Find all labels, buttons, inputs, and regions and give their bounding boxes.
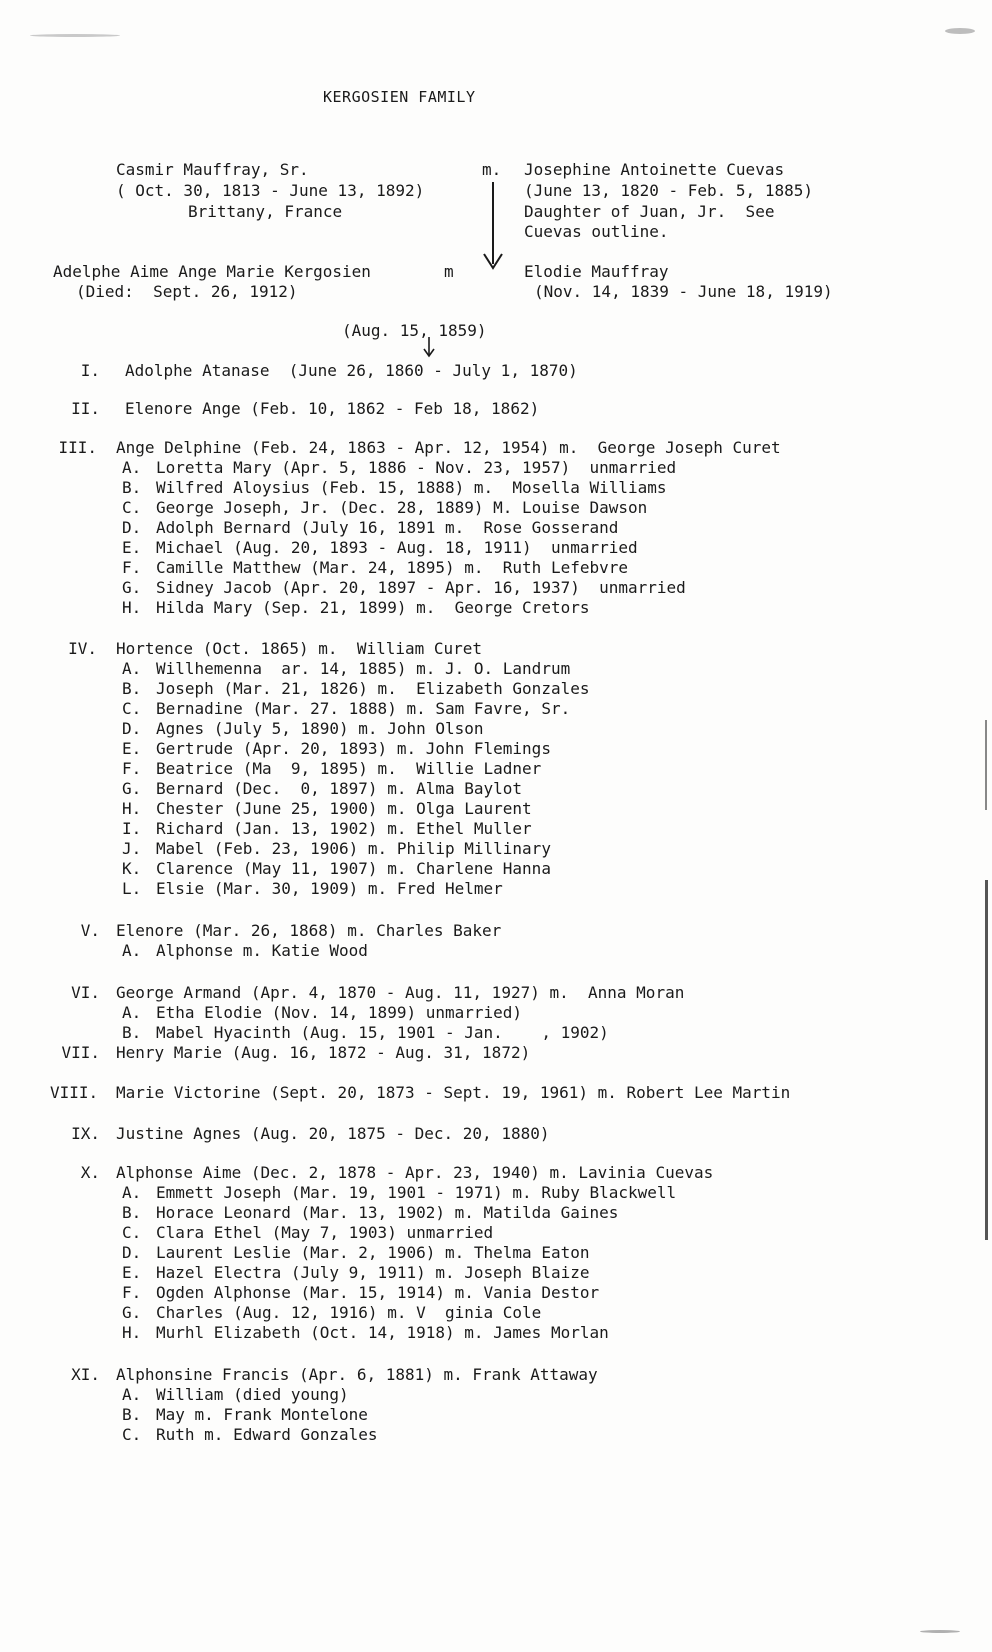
child-entry: Ange Delphine (Feb. 24, 1863 - Apr. 12, 1954) m. George Joseph Curet	[116, 438, 781, 457]
grandchild-letter: J.	[122, 839, 142, 858]
child-numeral: X.	[80, 1163, 100, 1182]
grandchild-entry: Emmett Joseph (Mar. 19, 1901 - 1971) m. Ruby Blackwell	[156, 1183, 677, 1202]
grandchild-entry: Adolph Bernard (July 16, 1891 m. Rose Gosserand	[156, 518, 619, 537]
scan-edge-mark	[985, 880, 988, 1240]
grandchild-entry: Laurent Leslie (Mar. 2, 1906) m. Thelma Eaton	[156, 1243, 590, 1262]
grandchild-letter: D.	[122, 1243, 142, 1262]
bride-name: Elodie Mauffray	[524, 262, 669, 281]
child-numeral: I.	[80, 361, 100, 380]
child-numeral: III.	[58, 438, 97, 457]
grandchild-entry: Richard (Jan. 13, 1902) m. Ethel Muller	[156, 819, 532, 838]
grandchild-letter: L.	[122, 879, 142, 898]
grandchild-entry: Loretta Mary (Apr. 5, 1886 - Nov. 23, 1957) unmarried	[156, 458, 677, 477]
page-title: KERGOSIEN FAMILY	[323, 88, 476, 106]
grandchild-entry: Bernadine (Mar. 27. 1888) m. Sam Favre, Sr.	[156, 699, 571, 718]
grandchild-entry: Hilda Mary (Sep. 21, 1899) m. George Cretors	[156, 598, 590, 617]
descent-arrow-small-icon	[421, 335, 437, 359]
grandchild-entry: Hazel Electra (July 9, 1911) m. Joseph Blaize	[156, 1263, 590, 1282]
grandchild-entry: Horace Leonard (Mar. 13, 1902) m. Matilda Gaines	[156, 1203, 619, 1222]
grandchild-entry: Wilfred Aloysius (Feb. 15, 1888) m. Mosella Williams	[156, 478, 667, 497]
grandchild-entry: Ogden Alphonse (Mar. 15, 1914) m. Vania Destor	[156, 1283, 600, 1302]
child-entry: Alphonsine Francis (Apr. 6, 1881) m. Frank Attaway	[116, 1365, 598, 1384]
scan-speck	[920, 1630, 960, 1633]
grandchild-entry: Murhl Elizabeth (Oct. 14, 1918) m. James Morlan	[156, 1323, 609, 1342]
grandchild-entry: Gertrude (Apr. 20, 1893) m. John Flemings	[156, 739, 551, 758]
child-numeral: VIII.	[50, 1083, 99, 1102]
grandchild-entry: Michael (Aug. 20, 1893 - Aug. 18, 1911) unmarried	[156, 538, 638, 557]
scan-edge-mark	[985, 720, 987, 810]
right-parent-name: Josephine Antoinette Cuevas	[524, 160, 785, 179]
grandchild-letter: H.	[122, 598, 142, 617]
marriage-mark: m.	[482, 160, 502, 179]
grandchild-letter: C.	[122, 699, 142, 718]
grandchild-letter: A.	[122, 458, 142, 477]
child-entry: George Armand (Apr. 4, 1870 - Aug. 11, 1927) m. Anna Moran	[116, 983, 685, 1002]
grandchild-letter: E.	[122, 538, 142, 557]
grandchild-entry: Agnes (July 5, 1890) m. John Olson	[156, 719, 484, 738]
child-numeral: XI.	[71, 1365, 100, 1384]
grandchild-entry: Etha Elodie (Nov. 14, 1899) unmarried)	[156, 1003, 523, 1022]
grandchild-entry: Charles (Aug. 12, 1916) m. V ginia Cole	[156, 1303, 542, 1322]
right-parent-dates: (June 13, 1820 - Feb. 5, 1885)	[524, 181, 813, 200]
child-entry: Hortence (Oct. 1865) m. William Curet	[116, 639, 483, 658]
child-entry: Alphonse Aime (Dec. 2, 1878 - Apr. 23, 1940) m. Lavinia Cuevas	[116, 1163, 714, 1182]
grandchild-entry: Mabel Hyacinth (Aug. 15, 1901 - Jan. , 1902)	[156, 1023, 609, 1042]
grandchild-entry: Willhemenna ar. 14, 1885) m. J. O. Landrum	[156, 659, 571, 678]
grandchild-letter: C.	[122, 1223, 142, 1242]
right-parent-note-2: Cuevas outline.	[524, 222, 669, 241]
child-numeral: IX.	[71, 1124, 100, 1143]
grandchild-letter: B.	[122, 478, 142, 497]
grandchild-letter: G.	[122, 1303, 142, 1322]
grandchild-letter: G.	[122, 779, 142, 798]
scan-speck	[30, 34, 120, 37]
grandchild-letter: B.	[122, 1405, 142, 1424]
left-parent-dates: ( Oct. 30, 1813 - June 13, 1892)	[116, 181, 425, 200]
grandchild-entry: Camille Matthew (Mar. 24, 1895) m. Ruth Lefebvre	[156, 558, 629, 577]
child-numeral: V.	[80, 921, 100, 940]
groom-name: Adelphe Aime Ange Marie Kergosien	[53, 262, 371, 281]
child-entry: Elenore Ange (Feb. 10, 1862 - Feb 18, 1862)	[125, 399, 540, 418]
child-numeral: VII.	[61, 1043, 100, 1062]
grandchild-letter: G.	[122, 578, 142, 597]
grandchild-entry: George Joseph, Jr. (Dec. 28, 1889) M. Louise Dawson	[156, 498, 648, 517]
grandchild-letter: A.	[122, 1183, 142, 1202]
grandchild-letter: B.	[122, 1023, 142, 1042]
grandchild-letter: D.	[122, 518, 142, 537]
grandchild-letter: B.	[122, 1203, 142, 1222]
child-entry: Adolphe Atanase (June 26, 1860 - July 1, 1870)	[125, 361, 578, 380]
grandchild-letter: D.	[122, 719, 142, 738]
left-parent-origin: Brittany, France	[188, 202, 343, 221]
grandchild-letter: I.	[122, 819, 142, 838]
groom-dates: (Died: Sept. 26, 1912)	[76, 282, 298, 301]
grandchild-entry: Elsie (Mar. 30, 1909) m. Fred Helmer	[156, 879, 503, 898]
grandchild-letter: A.	[122, 659, 142, 678]
scan-speck	[945, 28, 975, 34]
grandchild-letter: A.	[122, 1003, 142, 1022]
grandchild-entry: William (died young)	[156, 1385, 349, 1404]
grandchild-entry: Clarence (May 11, 1907) m. Charlene Hanna	[156, 859, 551, 878]
grandchild-entry: Joseph (Mar. 21, 1826) m. Elizabeth Gonzales	[156, 679, 590, 698]
child-entry: Henry Marie (Aug. 16, 1872 - Aug. 31, 1872)	[116, 1043, 531, 1062]
grandchild-entry: May m. Frank Montelone	[156, 1405, 368, 1424]
grandchild-letter: E.	[122, 1263, 142, 1282]
grandchild-entry: Sidney Jacob (Apr. 20, 1897 - Apr. 16, 1937) unmarried	[156, 578, 686, 597]
grandchild-letter: A.	[122, 1385, 142, 1404]
child-entry: Justine Agnes (Aug. 20, 1875 - Dec. 20, 1880)	[116, 1124, 550, 1143]
grandchild-entry: Chester (June 25, 1900) m. Olga Laurent	[156, 799, 532, 818]
grandchild-letter: F.	[122, 558, 142, 577]
left-parent-name: Casmir Mauffray, Sr.	[116, 160, 309, 179]
bride-dates: (Nov. 14, 1839 - June 18, 1919)	[534, 282, 833, 301]
grandchild-entry: Ruth m. Edward Gonzales	[156, 1425, 378, 1444]
grandchild-entry: Alphonse m. Katie Wood	[156, 941, 368, 960]
grandchild-letter: E.	[122, 739, 142, 758]
grandchild-letter: A.	[122, 941, 142, 960]
descent-arrow-icon	[478, 180, 508, 272]
grandchild-letter: H.	[122, 799, 142, 818]
right-parent-note: Daughter of Juan, Jr. See	[524, 202, 775, 221]
child-numeral: II.	[71, 399, 100, 418]
grandchild-letter: K.	[122, 859, 142, 878]
grandchild-entry: Bernard (Dec. 0, 1897) m. Alma Baylot	[156, 779, 523, 798]
grandchild-letter: B.	[122, 679, 142, 698]
grandchild-letter: F.	[122, 1283, 142, 1302]
grandchild-entry: Clara Ethel (May 7, 1903) unmarried	[156, 1223, 494, 1242]
grandchild-letter: F.	[122, 759, 142, 778]
grandchild-letter: H.	[122, 1323, 142, 1342]
grandchild-entry: Beatrice (Ma 9, 1895) m. Willie Ladner	[156, 759, 542, 778]
child-entry: Elenore (Mar. 26, 1868) m. Charles Baker	[116, 921, 502, 940]
child-numeral: VI.	[71, 983, 100, 1002]
child-numeral: IV.	[68, 639, 97, 658]
groom-marriage-mark: m	[444, 262, 454, 281]
grandchild-letter: C.	[122, 1425, 142, 1444]
grandchild-entry: Mabel (Feb. 23, 1906) m. Philip Millinary	[156, 839, 551, 858]
child-entry: Marie Victorine (Sept. 20, 1873 - Sept. 19, 1961) m. Robert Lee Martin	[116, 1083, 791, 1102]
grandchild-letter: C.	[122, 498, 142, 517]
marriage-date: (Aug. 15, 1859)	[342, 321, 487, 340]
